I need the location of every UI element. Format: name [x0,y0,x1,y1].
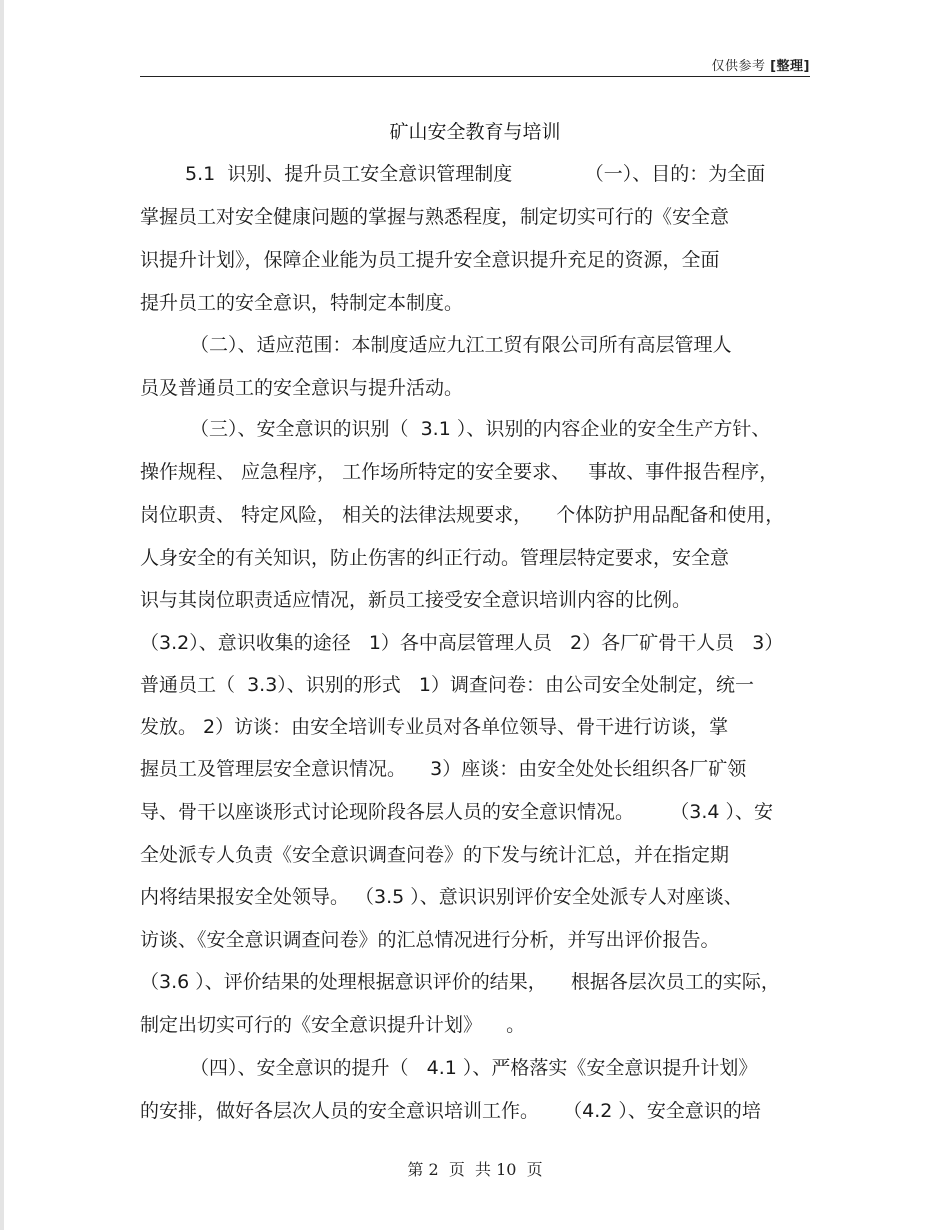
body-line: 员及普通员工的安全意识与提升活动。 [140,377,464,399]
body-line: 识提升计划》，保障企业能为员工提升安全意识提升充足的资源，全面 [140,249,720,271]
body-line: 5.1 识别、提升员工安全意识管理制度 （一）、目的：为全面 [185,163,766,185]
body-line: （3.2）、意识收集的途径 1）各中高层管理人员 2）各厂矿骨干人员 3） [140,632,784,654]
header-note-bracket: [整理] [770,59,810,74]
body-line: 的安排，做好各层次人员的安全意识培训工作。 （4.2 ）、安全意识的培 [140,1100,761,1122]
page-footer: 第 2 页 共 10 页 [407,1160,543,1179]
body-line: 岗位职责、 特定风险， 相关的法律法规要求， 个体防护用品配备和使用， [140,504,785,526]
body-line: （三）、安全意识的识别（ 3.1 ）、识别的内容企业的安全生产方针、 [190,418,771,440]
body-line: 掌握员工对安全健康问题的掌握与熟悉程度，制定切实可行的《安全意 [140,206,730,228]
body-line: 握员工及管理层安全意识情况。 3）座谈：由安全处处长组织各厂矿领 [140,758,747,780]
body-line: 提升员工的安全意识，特制定本制度。 [140,292,464,314]
body-line: 识与其岗位职责适应情况，新员工接受安全意识培训内容的比例。 [140,589,692,611]
body-line: 制定出切实可行的《安全意识提升计划》 。 [140,1014,526,1036]
body-line: 操作规程、 应急程序， 工作场所特定的安全要求、 事故、事件报告程序， [140,461,779,483]
header-rule [140,76,810,77]
body-line: （3.6 ）、评价结果的处理根据意识评价的结果， 根据各层次员工的实际， [140,971,780,993]
body-line: 人身安全的有关知识，防止伤害的纠正行动。管理层特定要求，安全意 [140,547,730,569]
body-line: 内将结果报安全处领导。 （3.5 ）、意识识别评价安全处派专人对座谈、 [140,886,743,908]
body-line: 访谈、《安全意识调查问卷》的汇总情况进行分析，并写出评价报告。 [140,929,720,951]
header-note-prefix: 仅供参考 [711,59,766,74]
body-line: 发放。 2）访谈：由安全培训专业员对各单位领导、骨干进行访谈，掌 [140,716,729,738]
body-line: （四）、安全意识的提升（ 4.1 ）、严格落实《安全意识提升计划》 [190,1057,758,1079]
body-line: 普通员工（ 3.3）、识别的形式 1）调查问卷：由公司安全处制定，统一 [140,674,755,696]
body-line: 全处派专人负责《安全意识调查问卷》的下发与统计汇总，并在指定期 [140,844,730,866]
header-note [711,55,810,74]
body-line: （二）、适应范围：本制度适应九江工贸有限公司所有高层管理人 [190,334,732,356]
body-line: 导、骨干以座谈形式讨论现阶段各层人员的安全意识情况。 （3.4 ）、安 [140,801,773,823]
page-edge-shadow [0,0,4,1230]
document-title: 矿山安全教育与培训 [389,121,561,143]
